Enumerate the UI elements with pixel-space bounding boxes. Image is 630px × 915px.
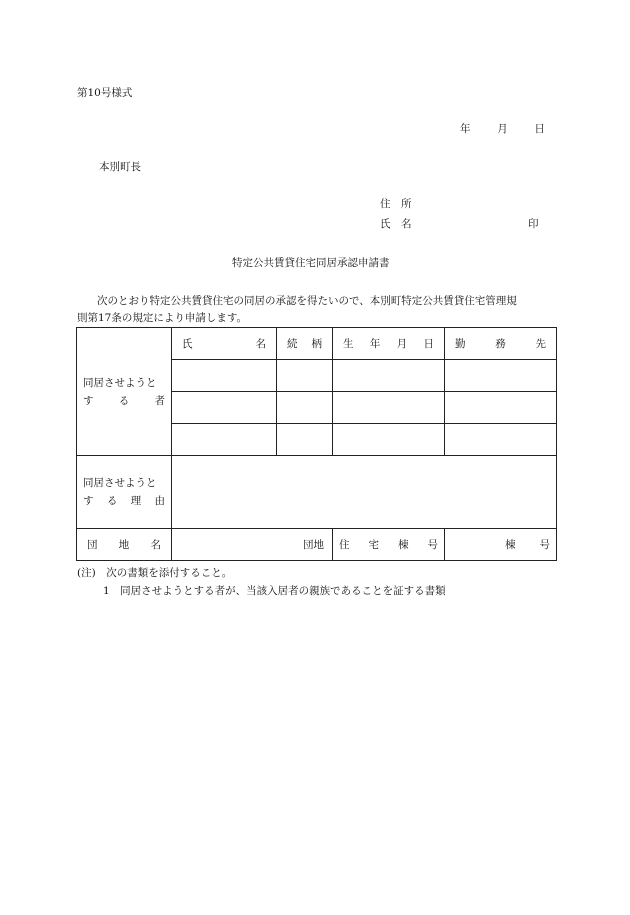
header-row (77, 328, 557, 360)
header-birthdate: 生 年 月 日 (333, 328, 445, 360)
header-name: 氏 名 (172, 328, 277, 360)
name-input[interactable] (172, 360, 277, 392)
estate-row (77, 529, 557, 561)
header-relation: 続 柄 (277, 328, 333, 360)
relation-input[interactable] (277, 392, 333, 424)
seal-mark: 印 (528, 218, 539, 230)
address-label: 住 所 (380, 198, 412, 210)
document-title: 特定公共賃貸住宅同居承認申請書 (232, 257, 390, 269)
name-input[interactable] (172, 424, 277, 456)
name-label: 氏 名 (380, 218, 412, 230)
application-table (76, 327, 557, 561)
name-input[interactable] (172, 392, 277, 424)
note-item-1: 1 同居させようとする者が、当該入居者の親族であることを証する書類 (103, 585, 446, 597)
estate-label: 団 地 名 (77, 529, 172, 561)
header-workplace: 勤 務 先 (445, 328, 557, 360)
date-month: 月 (497, 123, 508, 135)
workplace-input[interactable] (445, 360, 557, 392)
workplace-input[interactable] (445, 392, 557, 424)
date-day: 日 (534, 123, 545, 135)
workplace-input[interactable] (445, 424, 557, 456)
note-title: (注) 次の書類を添付すること。 (77, 567, 233, 579)
estate-suffix: 団地 (303, 539, 324, 551)
house-number-label: 住 宅 棟 号 (333, 529, 445, 561)
body-line-1: 次のとおり特定公共賃貸住宅の同居の承認を得たいので、本別町特定公共賃貸住宅管理規 (97, 295, 517, 307)
reason-row (77, 456, 557, 529)
form-number: 第10号様式 (77, 87, 133, 99)
birthdate-input[interactable] (333, 392, 445, 424)
body-text (77, 293, 560, 327)
birthdate-input[interactable] (333, 360, 445, 392)
birthdate-input[interactable] (333, 424, 445, 456)
addressee: 本別町長 (99, 161, 141, 173)
reason-input[interactable] (172, 456, 557, 529)
relation-input[interactable] (277, 360, 333, 392)
cohabitant-label: 同居させようと す る 者 (77, 328, 172, 456)
estate-name-input[interactable] (172, 529, 333, 561)
relation-input[interactable] (277, 424, 333, 456)
reason-label: 同居させようと す る 理 由 (77, 456, 172, 529)
date-year: 年 (460, 123, 471, 135)
date-line (460, 122, 545, 136)
building-number-input[interactable]: 棟 号 (445, 529, 557, 561)
body-line-2: 則第17条の規定により申請します。 (77, 312, 248, 324)
